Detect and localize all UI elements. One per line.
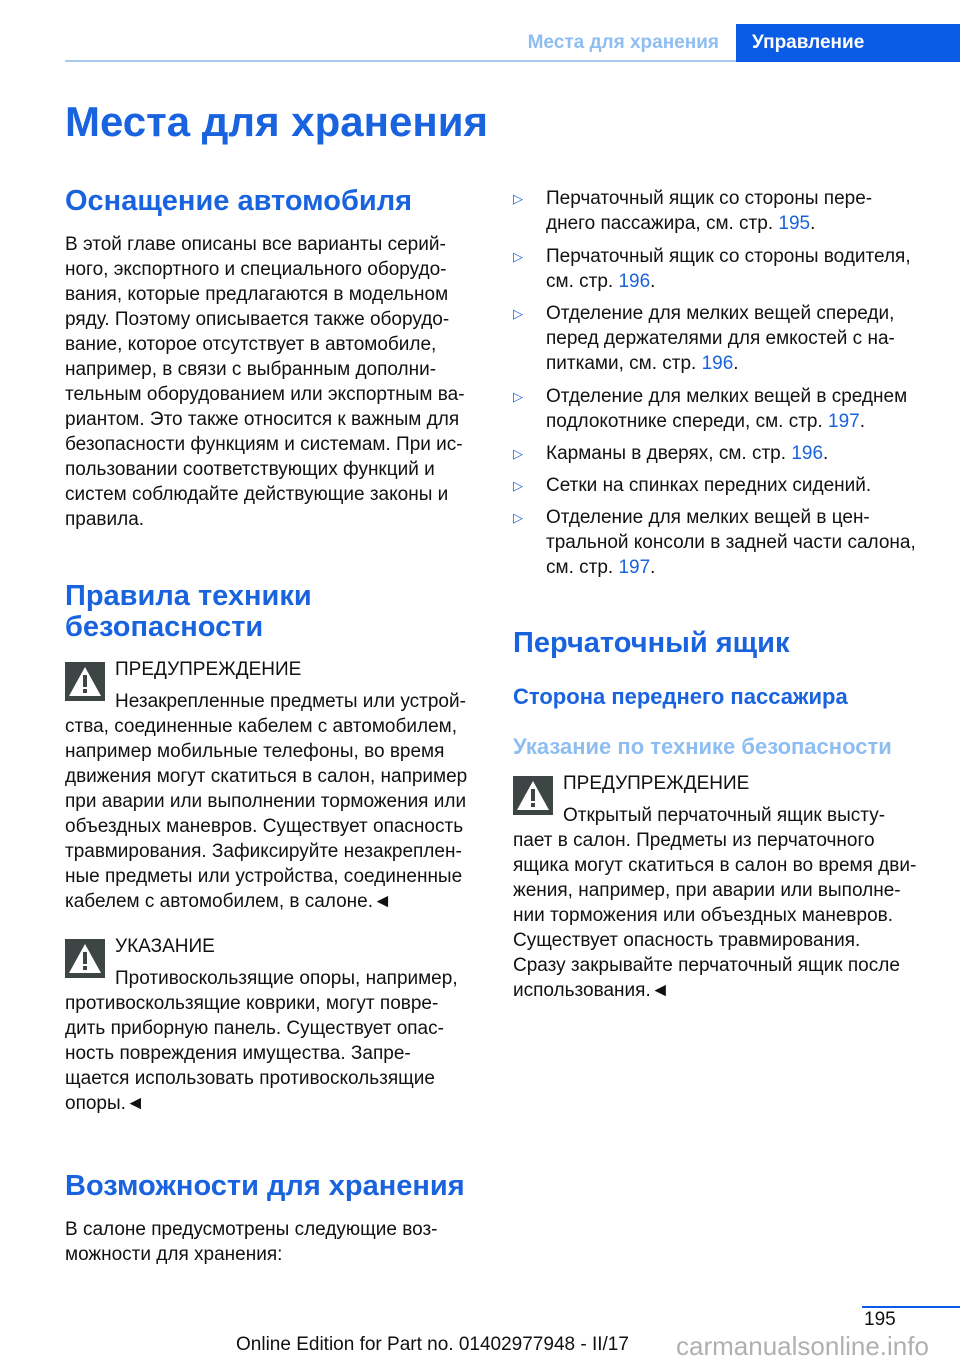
list-bullet-icon: ▷ <box>513 190 523 206</box>
text-line: можности для хранения: <box>65 1243 283 1265</box>
list-item-text: Карманы в дверях, см. стр. <box>546 442 792 464</box>
text-line: безопасности функциям и системам. При ис- <box>65 433 463 455</box>
text-line: В салоне предусмотрены следующие воз- <box>65 1218 438 1240</box>
list-item-line: перед держателями для емкостей с на- <box>546 327 895 349</box>
list-bullet-icon: ▷ <box>513 305 523 321</box>
notice-label: ПРЕДУПРЕЖДЕНИЕ <box>115 658 302 680</box>
text-line: противоскользящие коврики, могут повре- <box>65 992 439 1014</box>
text-line: использования.◄ <box>513 979 670 1001</box>
page-link[interactable]: 196 <box>618 270 651 292</box>
text-line: тельным оборудованием или экспортным ва- <box>65 383 465 405</box>
list-bullet-icon: ▷ <box>513 477 523 493</box>
text-line: объездных маневров. Существует опасность <box>65 815 464 837</box>
list-bullet-icon: ▷ <box>513 509 523 525</box>
page-title: Места для хранения <box>65 98 489 145</box>
list-item <box>546 211 815 236</box>
watermark: carmanualsonline.info <box>676 1331 929 1361</box>
list-item-text: см. стр. <box>546 556 619 578</box>
page-link[interactable]: 197 <box>618 556 651 578</box>
list-bullet-icon: ▷ <box>513 445 523 461</box>
passenger-side-heading: Сторона переднего пассажира <box>513 684 848 709</box>
safety-heading-line2: безопасности <box>65 611 264 643</box>
text-line: пользовании соответствующих функций и <box>65 458 435 480</box>
list-bullet-icon: ▷ <box>513 388 523 404</box>
section-tab[interactable]: Управление <box>736 24 960 62</box>
text-line: пает в салон. Предметы из перчаточного <box>513 829 875 851</box>
equipment-heading: Оснащение автомобиля <box>65 185 413 217</box>
text-line: риантом. Это также относится к важным для <box>65 408 460 430</box>
list-item-end: . <box>650 556 656 578</box>
text-line: вание, которое отсутствует в автомобиле, <box>65 333 437 355</box>
safety-heading-line1: Правила техники <box>65 580 312 612</box>
text-line: Сразу закрывайте перчаточный ящик после <box>513 954 900 976</box>
list-item <box>546 555 655 580</box>
text-line: жения, например, при аварии или выполне- <box>513 879 901 901</box>
warning-triangle-icon <box>65 939 105 978</box>
text-line: Незакрепленные предметы или устрой- <box>115 690 466 712</box>
text-line: ряду. Поэтому описывается также оборудо- <box>65 308 450 330</box>
text-line: нии торможения или объездных маневров. <box>513 904 894 926</box>
text-line: систем соблюдайте действующие законы и <box>65 483 449 505</box>
text-line: ность повреждения имущества. Запре- <box>65 1042 411 1064</box>
page-number: 195 <box>864 1309 896 1330</box>
text-line: Открытый перчаточный ящик высту- <box>563 804 886 826</box>
list-item <box>546 441 828 466</box>
page-link[interactable]: 197 <box>828 410 860 432</box>
header-divider <box>65 60 736 62</box>
text-line: В этой главе описаны все варианты серий- <box>65 233 446 255</box>
text-line: правила. <box>65 508 145 530</box>
list-item <box>546 269 655 294</box>
text-line: движения могут скатиться в салон, например <box>65 765 468 787</box>
text-line: ные предметы или устройства, соединенные <box>65 865 463 887</box>
list-item-end: . <box>650 270 656 292</box>
list-item-end: . <box>823 442 829 464</box>
list-item-text: см. стр. <box>546 270 619 292</box>
text-line: например, в связи с выбранным дополни- <box>65 358 437 380</box>
text-line: дить приборную панель. Существует опас- <box>65 1017 444 1039</box>
text-line: например мобильные телефоны, во время <box>65 740 445 762</box>
page-link[interactable]: 196 <box>701 352 734 374</box>
list-item-line: Перчаточный ящик со стороны водителя, <box>546 245 911 267</box>
text-line: щается использовать противоскользящие <box>65 1067 435 1089</box>
list-item-end: . <box>859 410 866 432</box>
text-line: Существует опасность травмирования. <box>513 929 861 951</box>
text-line: вания, которые предлагаются в модельном <box>65 283 449 305</box>
text-line: ного, экспортного и специального оборудо- <box>65 258 447 280</box>
list-item-line: Перчаточный ящик со стороны пере- <box>546 187 873 209</box>
list-item-line: тральной консоли в задней части салона, <box>546 531 916 553</box>
text-line: Противоскользящие опоры, например, <box>115 967 458 989</box>
notice-label: ПРЕДУПРЕЖДЕНИЕ <box>563 772 750 794</box>
list-item-text: Сетки на спинках передних сидений. <box>546 474 872 496</box>
page-link[interactable]: 196 <box>791 442 824 464</box>
list-item <box>546 351 739 376</box>
edition-text: Online Edition for Part no. 01402977948 - II/17 <box>236 1334 629 1355</box>
text-line: кабелем с автомобилем, в салоне.◄ <box>65 890 392 912</box>
notice-label: УКАЗАНИЕ <box>115 935 215 957</box>
list-item-text: подлокотнике спереди, см. стр. <box>546 410 829 432</box>
list-bullet-icon: ▷ <box>513 248 523 264</box>
storage-heading: Возможности для хранения <box>65 1170 465 1202</box>
text-line: при аварии или выполнении торможения или <box>65 790 467 812</box>
breadcrumb: Места для хранения <box>527 32 719 53</box>
list-item-text: питками, см. стр. <box>546 352 702 374</box>
list-item-end: . <box>810 212 816 234</box>
list-item-line: Отделение для мелких вещей в цен- <box>546 506 870 528</box>
glovebox-heading: Перчаточный ящик <box>513 627 790 659</box>
list-item-end: . <box>733 352 739 374</box>
text-line: ящика могут скатиться в салон во время дви- <box>513 854 917 876</box>
list-item <box>546 473 871 498</box>
list-item-line: Отделение для мелких вещей спереди, <box>546 302 895 324</box>
list-item-line: Отделение для мелких вещей в среднем <box>546 385 908 407</box>
list-item <box>546 409 865 434</box>
page-link[interactable]: 195 <box>778 212 811 234</box>
text-line: травмирования. Зафиксируйте незакреплен- <box>65 840 462 862</box>
warning-triangle-icon <box>65 662 105 701</box>
text-line: ства, соединенные кабелем с автомобилем, <box>65 715 457 737</box>
warning-triangle-icon <box>513 776 553 815</box>
text-line: опоры.◄ <box>65 1092 145 1114</box>
safety-note-heading: Указание по технике безопасности <box>513 734 892 759</box>
list-item-text: днего пассажира, см. стр. <box>546 212 779 234</box>
footer-divider <box>862 1306 960 1308</box>
